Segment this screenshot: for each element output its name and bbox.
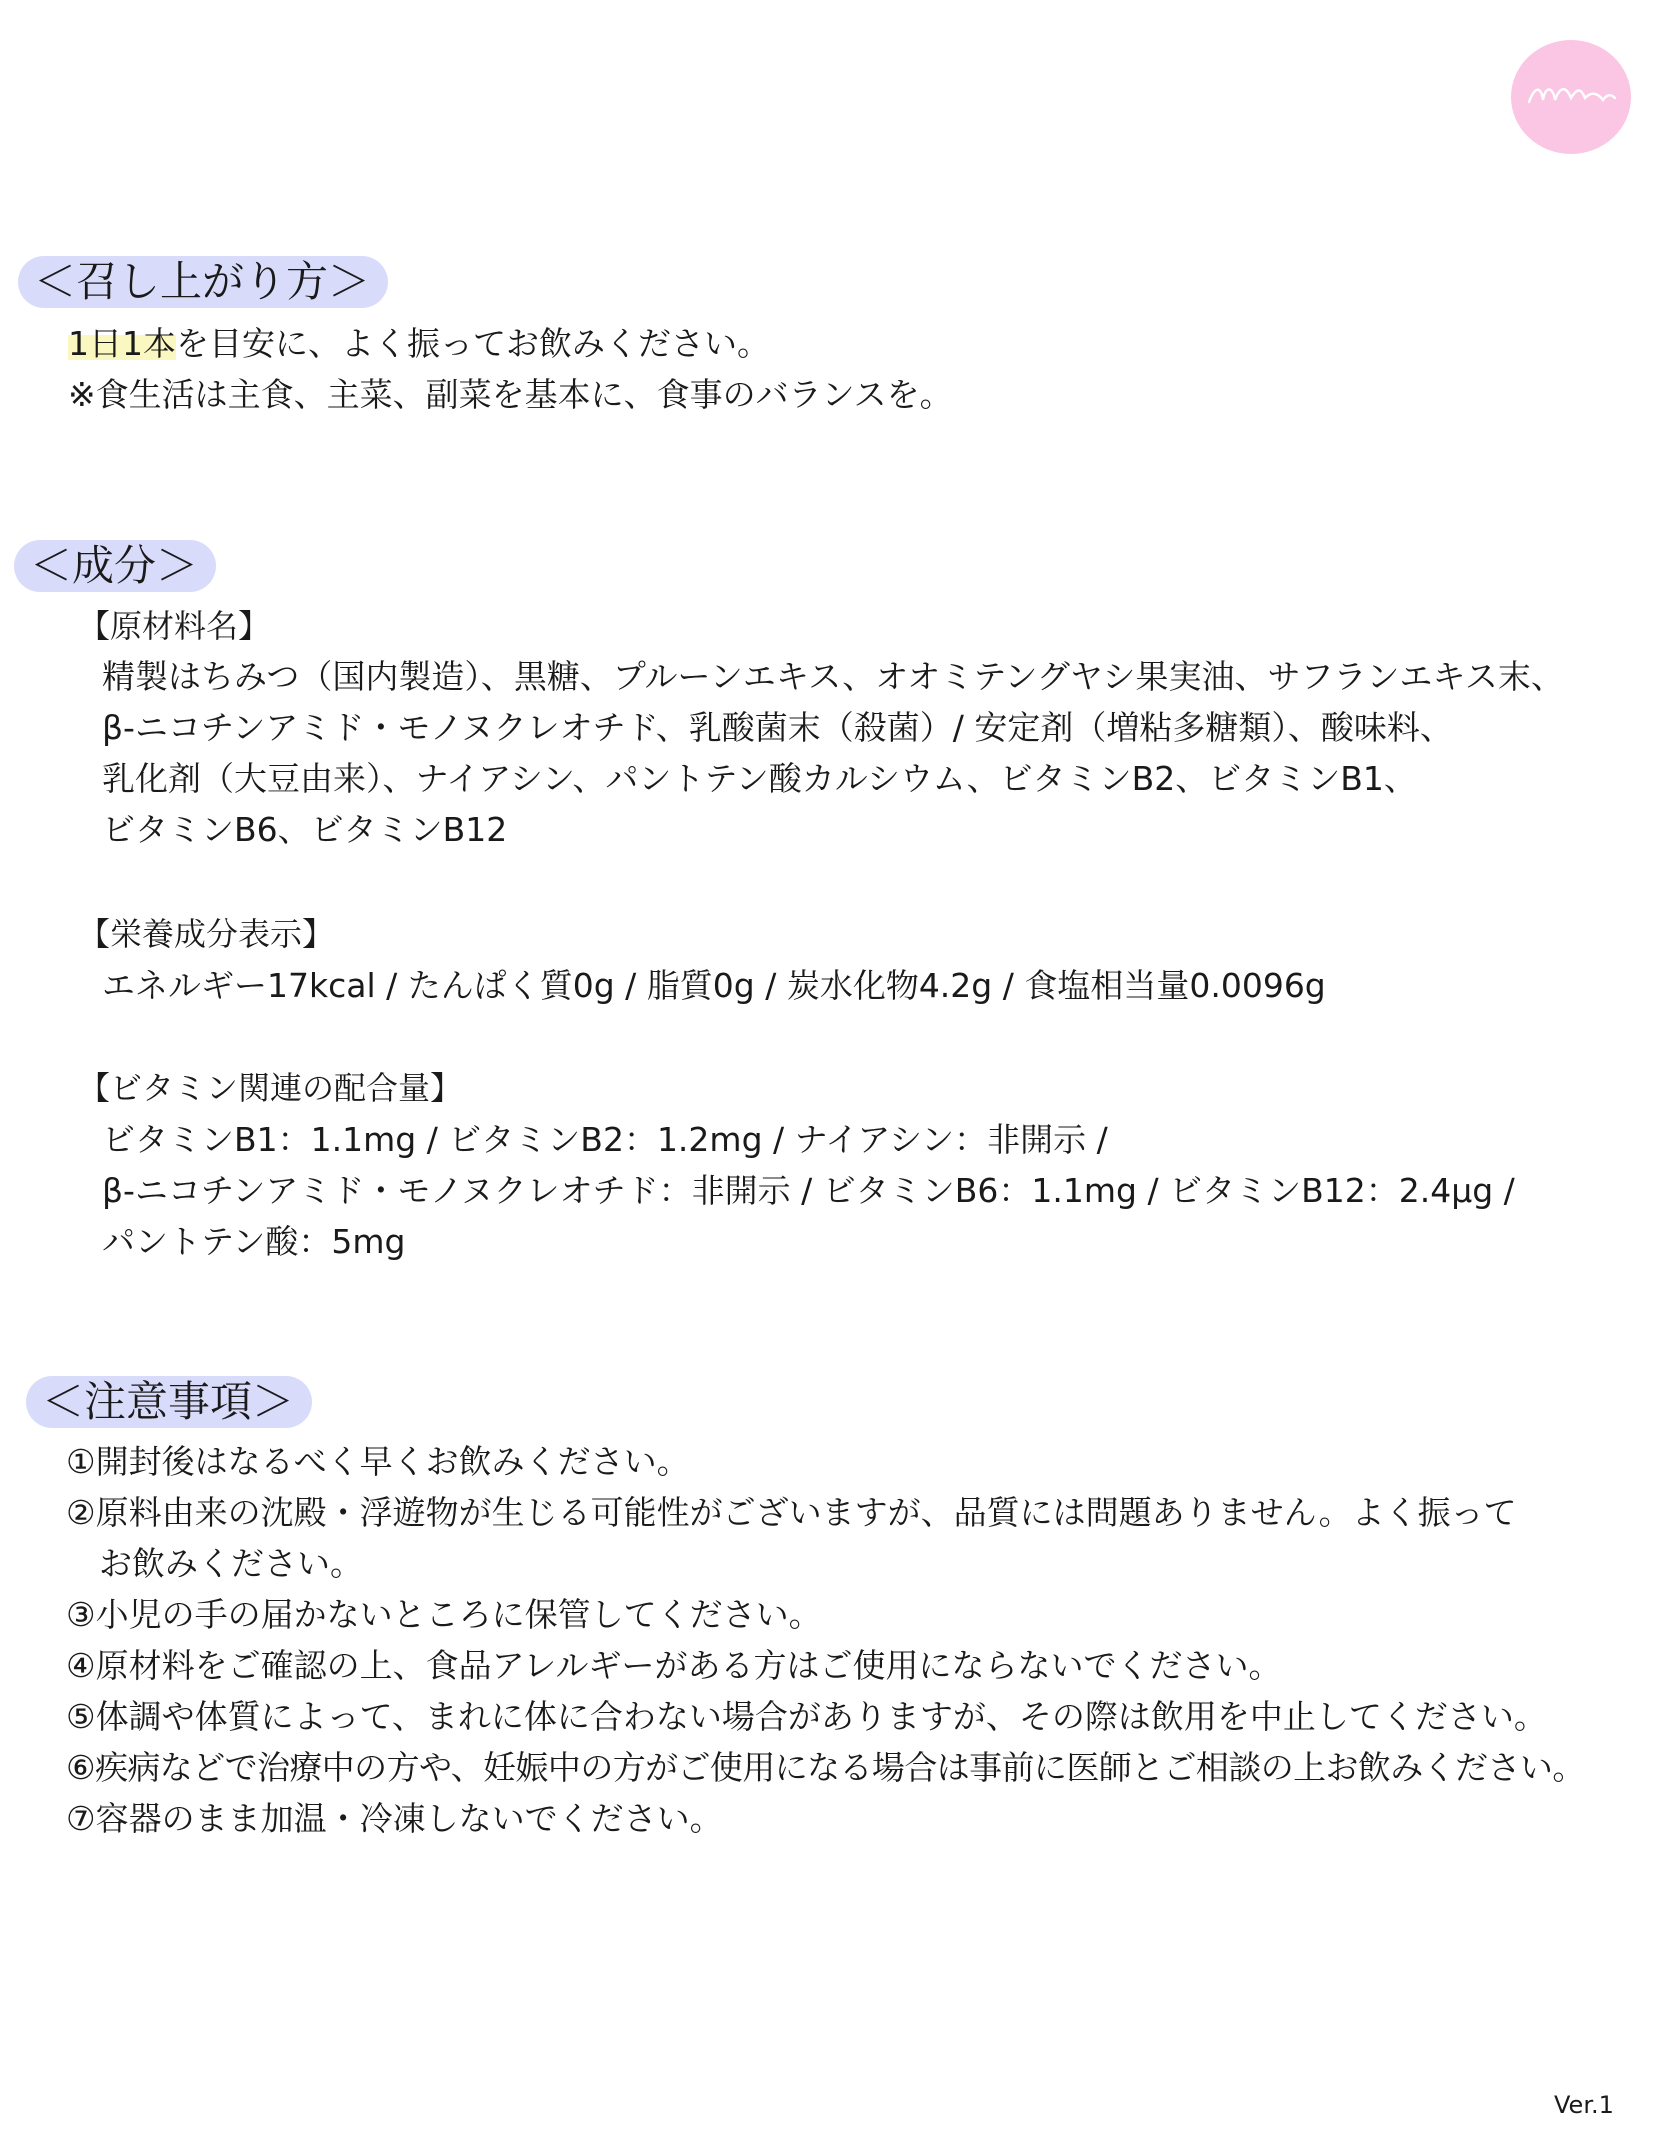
vitamin-line: ビタミンB1：1.1mg / ビタミンB2：1.2mg / ナイアシン：非開示 /: [102, 1120, 1108, 1159]
dose-text: を目安に、よく振ってお飲みください。: [176, 324, 770, 363]
version-label: Ver.1: [1554, 2091, 1614, 2119]
caution-item: ④原材料をご確認の上、食品アレルギーがある方はご使用にならないでください。: [66, 1646, 1282, 1685]
raw-materials-line: ビタミンB6、ビタミンB12: [102, 810, 508, 849]
raw-materials-line: β-ニコチンアミド・モノヌクレオチド、乳酸菌末（殺菌）/ 安定剤（増粘多糖類）、酸味料、: [102, 708, 1453, 747]
cautions-heading: ＜注意事項＞: [26, 1376, 312, 1428]
vitamin-line: パントテン酸：5mg: [102, 1222, 406, 1261]
caution-item: ①開封後はなるべく早くお飲みください。: [66, 1442, 690, 1481]
diet-note: ※食生活は主食、主菜、副菜を基本に、食事のバランスを。: [68, 375, 953, 414]
vitamin-line: β-ニコチンアミド・モノヌクレオチド：非開示 / ビタミンB6：1.1mg / ビタミンB12：2.4μg /: [102, 1171, 1515, 1210]
vitamin-label: 【ビタミン関連の配合量】: [78, 1069, 463, 1107]
raw-materials-line: 乳化剤（大豆由来）、ナイアシン、パントテン酸カルシウム、ビタミンB2、ビタミンB1、: [102, 759, 1417, 798]
raw-materials-line: 精製はちみつ（国内製造）、黒糖、プルーンエキス、オオミテングヤシ果実油、サフランエキス末、: [102, 657, 1564, 696]
nutrition-label: 【栄養成分表示】: [78, 915, 335, 953]
caution-item: ③小児の手の届かないところに保管してください。: [66, 1595, 822, 1634]
caution-item: ②原料由来の沈殿・浮遊物が生じる可能性がございますが、品質には問題ありません。よく振って: [66, 1493, 1517, 1532]
dose-line: [68, 324, 770, 364]
caution-item: ⑦容器のまま加温・冷凍しないでください。: [66, 1799, 723, 1838]
caution-item: ⑤体調や体質によって、まれに体に合わない場合がありますが、その際は飲用を中止してください。: [66, 1697, 1547, 1736]
dose-highlight: 1日1本: [68, 324, 176, 363]
usage-heading: ＜召し上がり方＞: [18, 256, 388, 308]
caution-item: ⑥疾病などで治療中の方や、妊娠中の方がご使用になる場合は事前に医師とご相談の上お飲みください。: [66, 1748, 1585, 1787]
brand-logo-icon: [1511, 40, 1631, 154]
nutrition-facts: エネルギー17kcal / たんぱく質0g / 脂質0g / 炭水化物4.2g / 食塩相当量0.0096g: [102, 966, 1326, 1005]
caution-item: お飲みください。: [66, 1544, 363, 1583]
ingredients-heading: ＜成分＞: [14, 540, 216, 592]
raw-materials-label: 【原材料名】: [78, 607, 271, 645]
